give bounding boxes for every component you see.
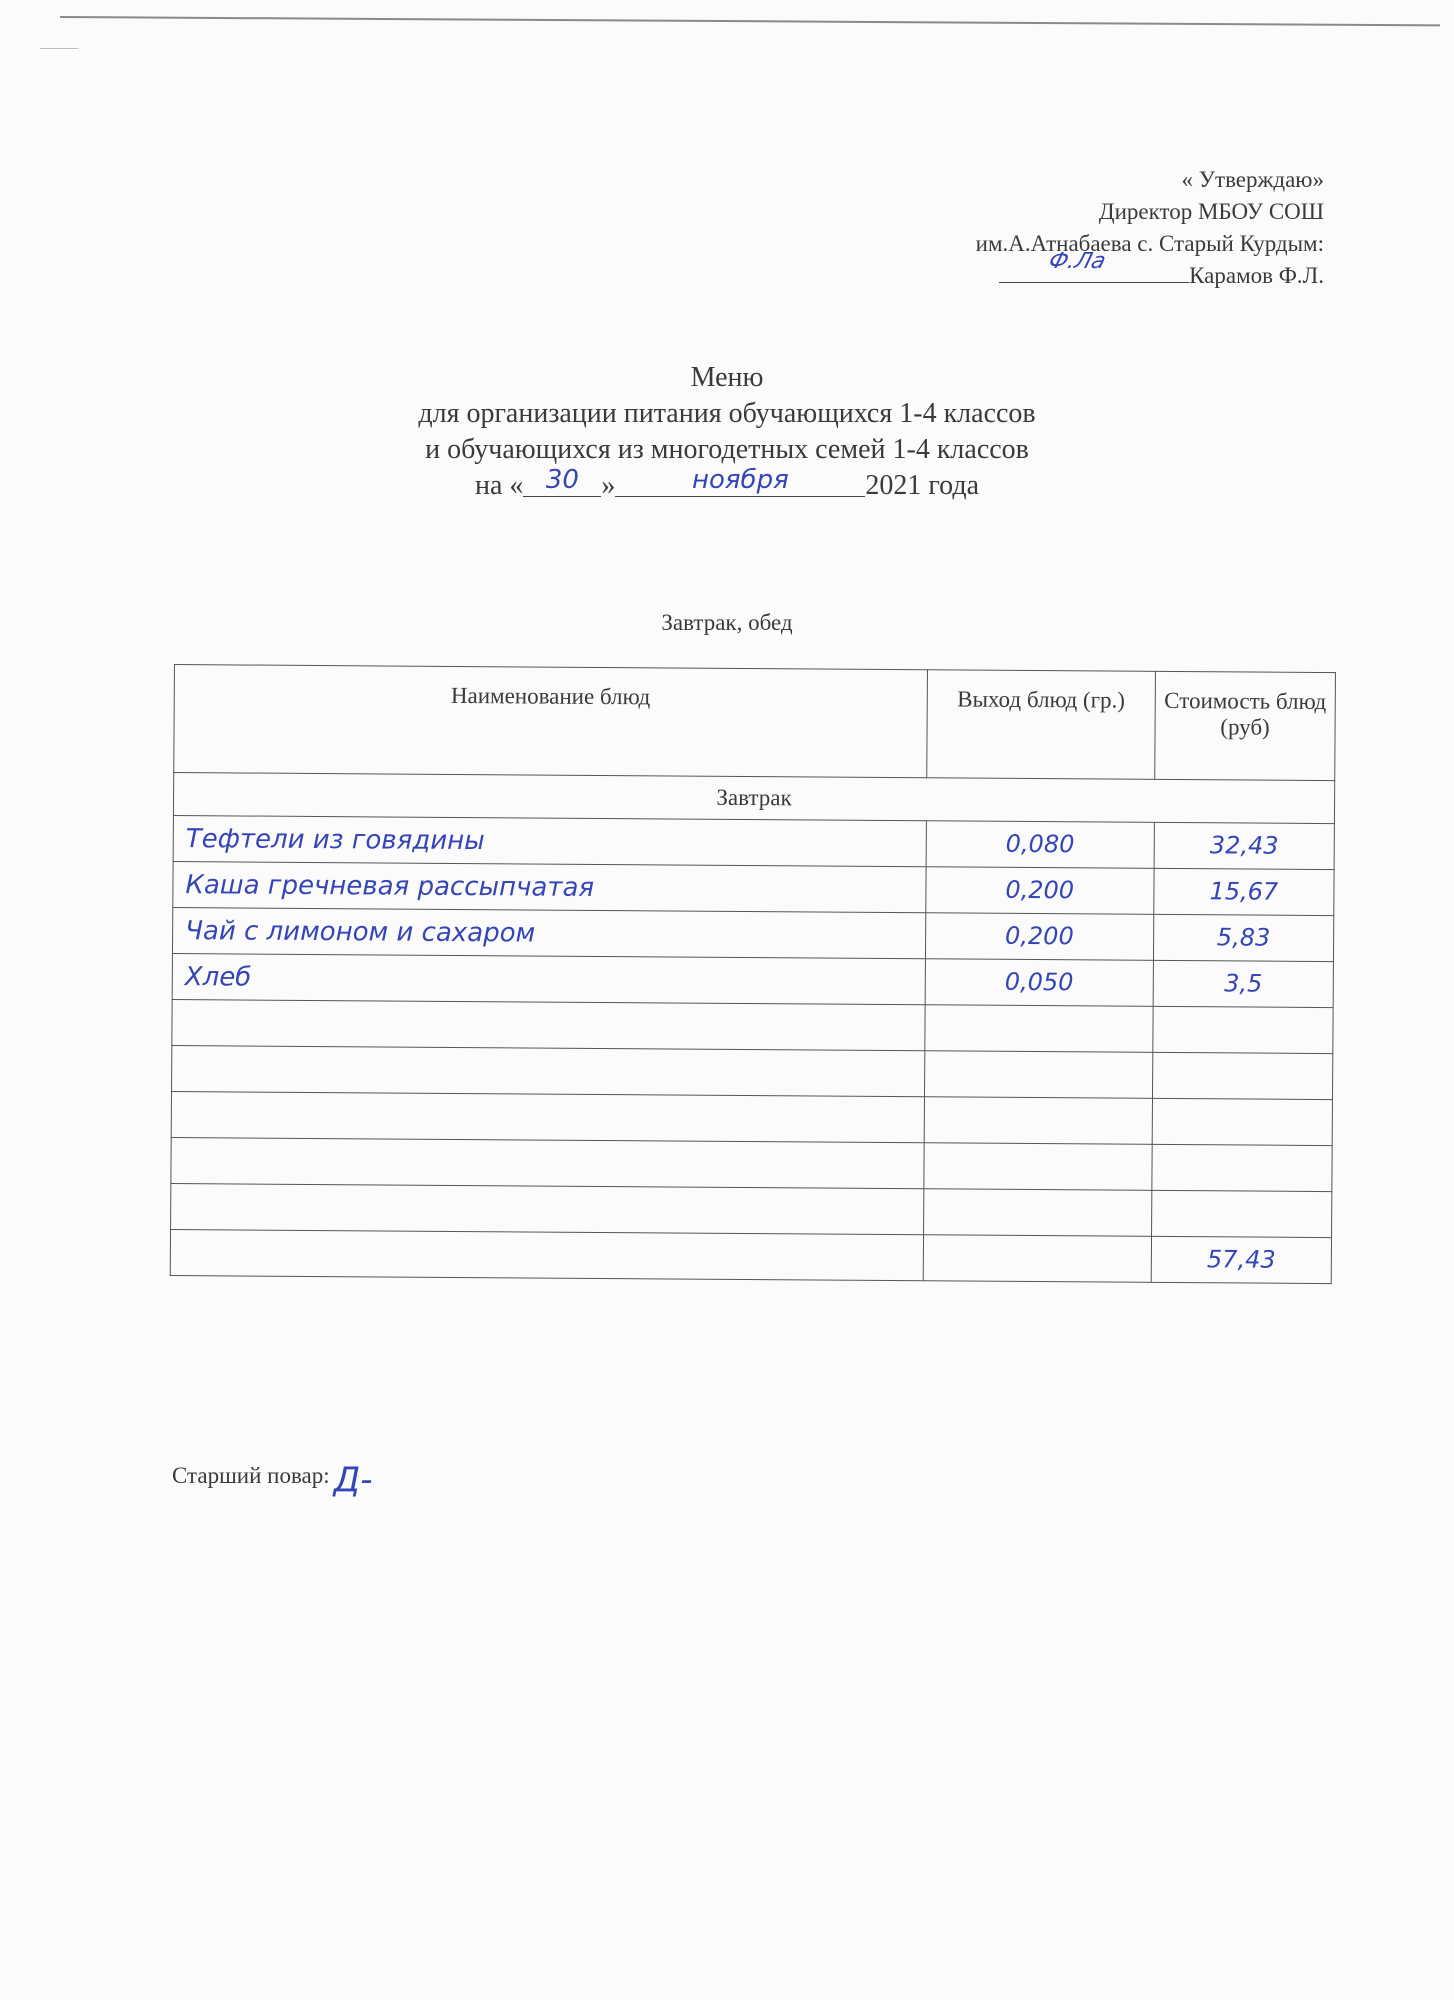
header-cost: Стоимость блюд (руб) bbox=[1155, 671, 1336, 780]
empty-row bbox=[172, 1045, 1333, 1099]
empty-cell bbox=[1152, 1098, 1332, 1145]
dish-name bbox=[173, 815, 926, 866]
cook-label: Старший повар: bbox=[172, 1463, 330, 1488]
dish-name bbox=[172, 907, 925, 958]
dish-weight bbox=[925, 867, 1154, 915]
empty-cell bbox=[171, 1137, 924, 1188]
title-families: и обучающихся из многодетных семей 1-4 классов bbox=[425, 434, 1029, 465]
empty-cell bbox=[170, 1229, 923, 1280]
table-row bbox=[173, 861, 1334, 915]
dish-name-text: Тефтели из говядины bbox=[185, 823, 485, 856]
dish-name-text: Хлеб bbox=[184, 961, 252, 993]
empty-cell bbox=[924, 1051, 1153, 1099]
empty-cell bbox=[1152, 1052, 1332, 1099]
dish-weight-text: 0,200 bbox=[1004, 921, 1074, 951]
dish-name bbox=[173, 861, 926, 912]
meal-subtitle: Завтрак, обед bbox=[661, 610, 793, 635]
approval-signature-line bbox=[976, 249, 1324, 292]
title-purpose: для организации питания обучающихся 1-4 классов bbox=[418, 398, 1036, 429]
dish-cost bbox=[1153, 914, 1333, 961]
top-edge-line bbox=[60, 16, 1440, 26]
empty-cell bbox=[1151, 1190, 1331, 1237]
dish-cost bbox=[1153, 960, 1333, 1007]
date-mid: » bbox=[601, 470, 616, 501]
approval-position: Директор МБОУ СОШ bbox=[1098, 199, 1324, 224]
date-prefix: на « bbox=[474, 470, 524, 501]
title-date bbox=[0, 465, 1454, 504]
empty-cell bbox=[171, 1183, 924, 1234]
dish-weight-text: 0,050 bbox=[1004, 967, 1074, 997]
total-cost-text: 57,43 bbox=[1206, 1245, 1276, 1274]
table-row bbox=[173, 815, 1334, 869]
scan-mark bbox=[40, 48, 78, 49]
title-menu: Меню bbox=[690, 362, 764, 393]
approval-block bbox=[976, 164, 1324, 292]
dish-weight bbox=[925, 959, 1154, 1007]
signature-line bbox=[999, 249, 1189, 283]
header-row bbox=[174, 665, 1336, 781]
table-row bbox=[172, 953, 1333, 1007]
empty-cell bbox=[1153, 1006, 1333, 1053]
date-month: ноября bbox=[692, 465, 789, 495]
header-name: Наименование блюд bbox=[174, 665, 927, 778]
dish-name bbox=[172, 953, 925, 1004]
approval-school: им.А.Атнабаева с. Старый Курдым: bbox=[975, 231, 1324, 256]
header-weight: Выход блюд (гр.) bbox=[926, 670, 1155, 780]
cook-signature-block bbox=[172, 1452, 373, 1500]
dish-name-text: Каша гречневая рассыпчатая bbox=[185, 869, 595, 903]
dish-weight-text: 0,200 bbox=[1005, 875, 1075, 905]
dish-weight bbox=[926, 821, 1155, 869]
director-name: Карамов Ф.Л. bbox=[1189, 263, 1324, 288]
day-blank bbox=[523, 465, 601, 497]
dish-cost-text: 5,83 bbox=[1216, 923, 1271, 952]
empty-cell bbox=[172, 1045, 925, 1096]
table-row bbox=[172, 907, 1333, 961]
date-day: 30 bbox=[545, 465, 579, 495]
empty-row bbox=[171, 1183, 1332, 1237]
dish-cost bbox=[1154, 868, 1334, 915]
empty-cell bbox=[1152, 1144, 1332, 1191]
empty-row bbox=[171, 1091, 1332, 1145]
empty-row bbox=[171, 1137, 1332, 1191]
approval-heading: « Утверждаю» bbox=[1181, 167, 1324, 192]
section-breakfast: Завтрак bbox=[173, 773, 1334, 824]
total-cost bbox=[1151, 1236, 1331, 1283]
empty-cell bbox=[923, 1189, 1152, 1237]
director-signature: Ф.Ла bbox=[1045, 249, 1109, 274]
dish-cost-text: 32,43 bbox=[1209, 831, 1279, 860]
dish-cost-text: 3,5 bbox=[1224, 969, 1263, 998]
menu-table bbox=[170, 664, 1336, 1284]
dish-name-text: Чай с лимоном и сахаром bbox=[185, 915, 536, 949]
empty-cell bbox=[924, 1143, 1153, 1191]
empty-cell bbox=[924, 1097, 1153, 1145]
date-suffix: 2021 года bbox=[865, 470, 980, 501]
total-row bbox=[170, 1229, 1331, 1283]
month-blank bbox=[615, 465, 865, 497]
title-block bbox=[0, 360, 1454, 504]
cook-signature: Д- bbox=[333, 1460, 373, 1500]
empty-cell bbox=[923, 1235, 1152, 1283]
dish-weight-text: 0,080 bbox=[1005, 829, 1075, 859]
empty-row bbox=[172, 999, 1333, 1053]
dish-weight bbox=[925, 913, 1154, 961]
empty-cell bbox=[925, 1005, 1154, 1053]
empty-cell bbox=[171, 1091, 924, 1142]
dish-cost-text: 15,67 bbox=[1209, 877, 1279, 906]
dish-cost bbox=[1154, 822, 1334, 869]
empty-cell bbox=[172, 999, 925, 1050]
